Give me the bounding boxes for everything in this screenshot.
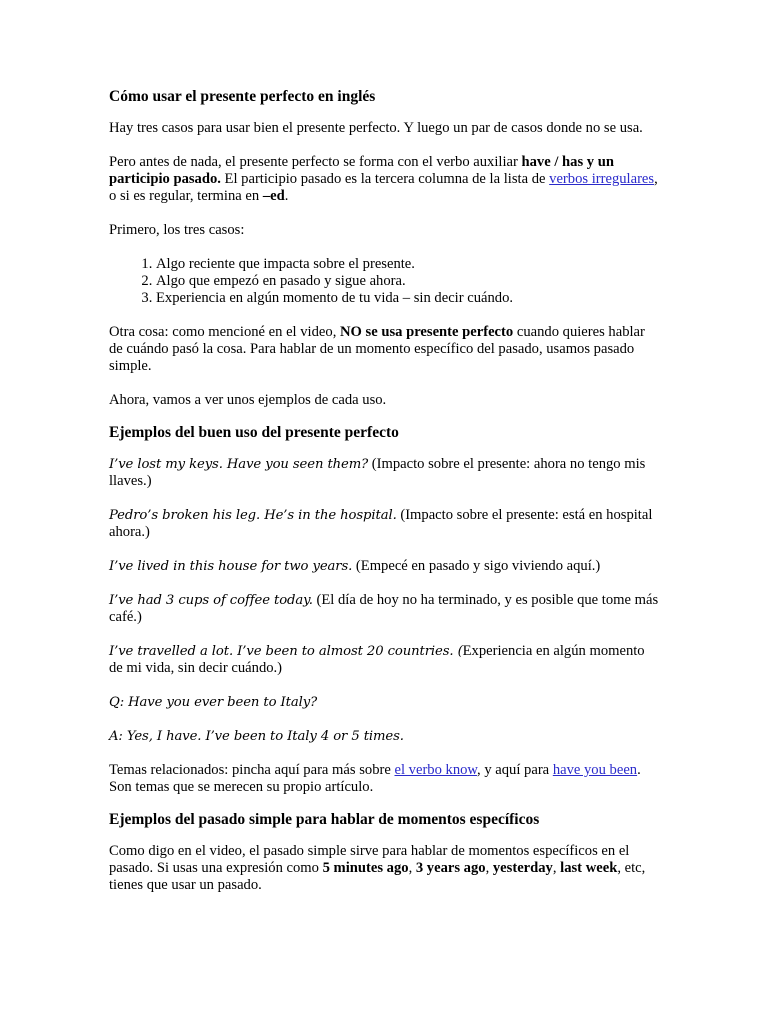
example-5: I’ve travelled a lot. I’ve been to almost 20 countries. (Experiencia en algún momento de mi vida, sin decir cuándo.) <box>109 643 645 676</box>
paragraph-intro: Hay tres casos para usar bien el presente perfecto. Y luego un par de casos donde no se usa. <box>109 120 643 136</box>
cases-list <box>109 256 661 307</box>
list-item: 3. Experiencia en algún momento de tu vida – sin decir cuándo. <box>156 290 661 307</box>
document-body <box>109 87 661 894</box>
list-item: 1. Algo reciente que impacta sobre el presente. <box>156 256 661 273</box>
example-2: Pedro’s broken his leg. He’s in the hospital. (Impacto sobre el presente: está en hospital ahora.) <box>109 507 653 540</box>
link-verbo-know[interactable]: el verbo know <box>394 762 478 778</box>
paragraph-otra-cosa: Otra cosa: como mencioné en el video, NO se usa presente perfecto cuando quieres hablar de cuándo pasó la cosa. Para hablar de un momento específico del pasado, usamos pasado simple. <box>109 324 645 374</box>
link-verbos-irregulares[interactable]: verbos irregulares <box>549 171 655 187</box>
example-1: I’ve lost my keys. Have you seen them? (Impacto sobre el presente: ahora no tengo mis llaves.) <box>109 456 646 489</box>
example-3: I’ve lived in this house for two years. (Empecé en pasado y sigo viviendo aquí.) <box>109 558 601 574</box>
list-item: 2. Algo que empezó en pasado y sigue ahora. <box>156 273 661 290</box>
paragraph-cases-intro: Primero, los tres casos: <box>109 222 245 238</box>
paragraph-formation: Pero antes de nada, el presente perfecto se forma con el verbo auxiliar have / has y un participio pasado. El participio pasado es la tercera columna de la lista de verbos irregulares, o si es regular, termina en –ed. <box>109 154 658 204</box>
link-have-you-been[interactable]: have you been <box>552 762 638 778</box>
heading-main: Cómo usar el presente perfecto en inglés <box>109 88 376 105</box>
heading-buen-uso: Ejemplos del buen uso del presente perfecto <box>109 424 399 441</box>
paragraph-ejemplos-intro: Ahora, vamos a ver unos ejemplos de cada uso. <box>109 392 387 408</box>
example-4: I’ve had 3 cups of coffee today. (El día de hoy no ha terminado, y es posible que tome más café.) <box>109 592 659 625</box>
paragraph-pasado-simple: Como digo en el video, el pasado simple sirve para hablar de momentos específicos en el pasado. Si usas una expresión como 5 minutes ago, 3 years ago, yesterday, last week, etc, tienes que usar un pasado. <box>109 843 646 893</box>
example-question: Q: Have you ever been to Italy? <box>109 695 318 710</box>
example-answer: A: Yes, I have. I’ve been to Italy 4 or 5 times. <box>109 729 404 744</box>
heading-pasado-simple: Ejemplos del pasado simple para hablar de momentos específicos <box>109 811 540 828</box>
paragraph-related: Temas relacionados: pincha aquí para más sobre el verbo know, y aquí para have you been. Son temas que se merecen su propio artículo. <box>109 762 641 795</box>
